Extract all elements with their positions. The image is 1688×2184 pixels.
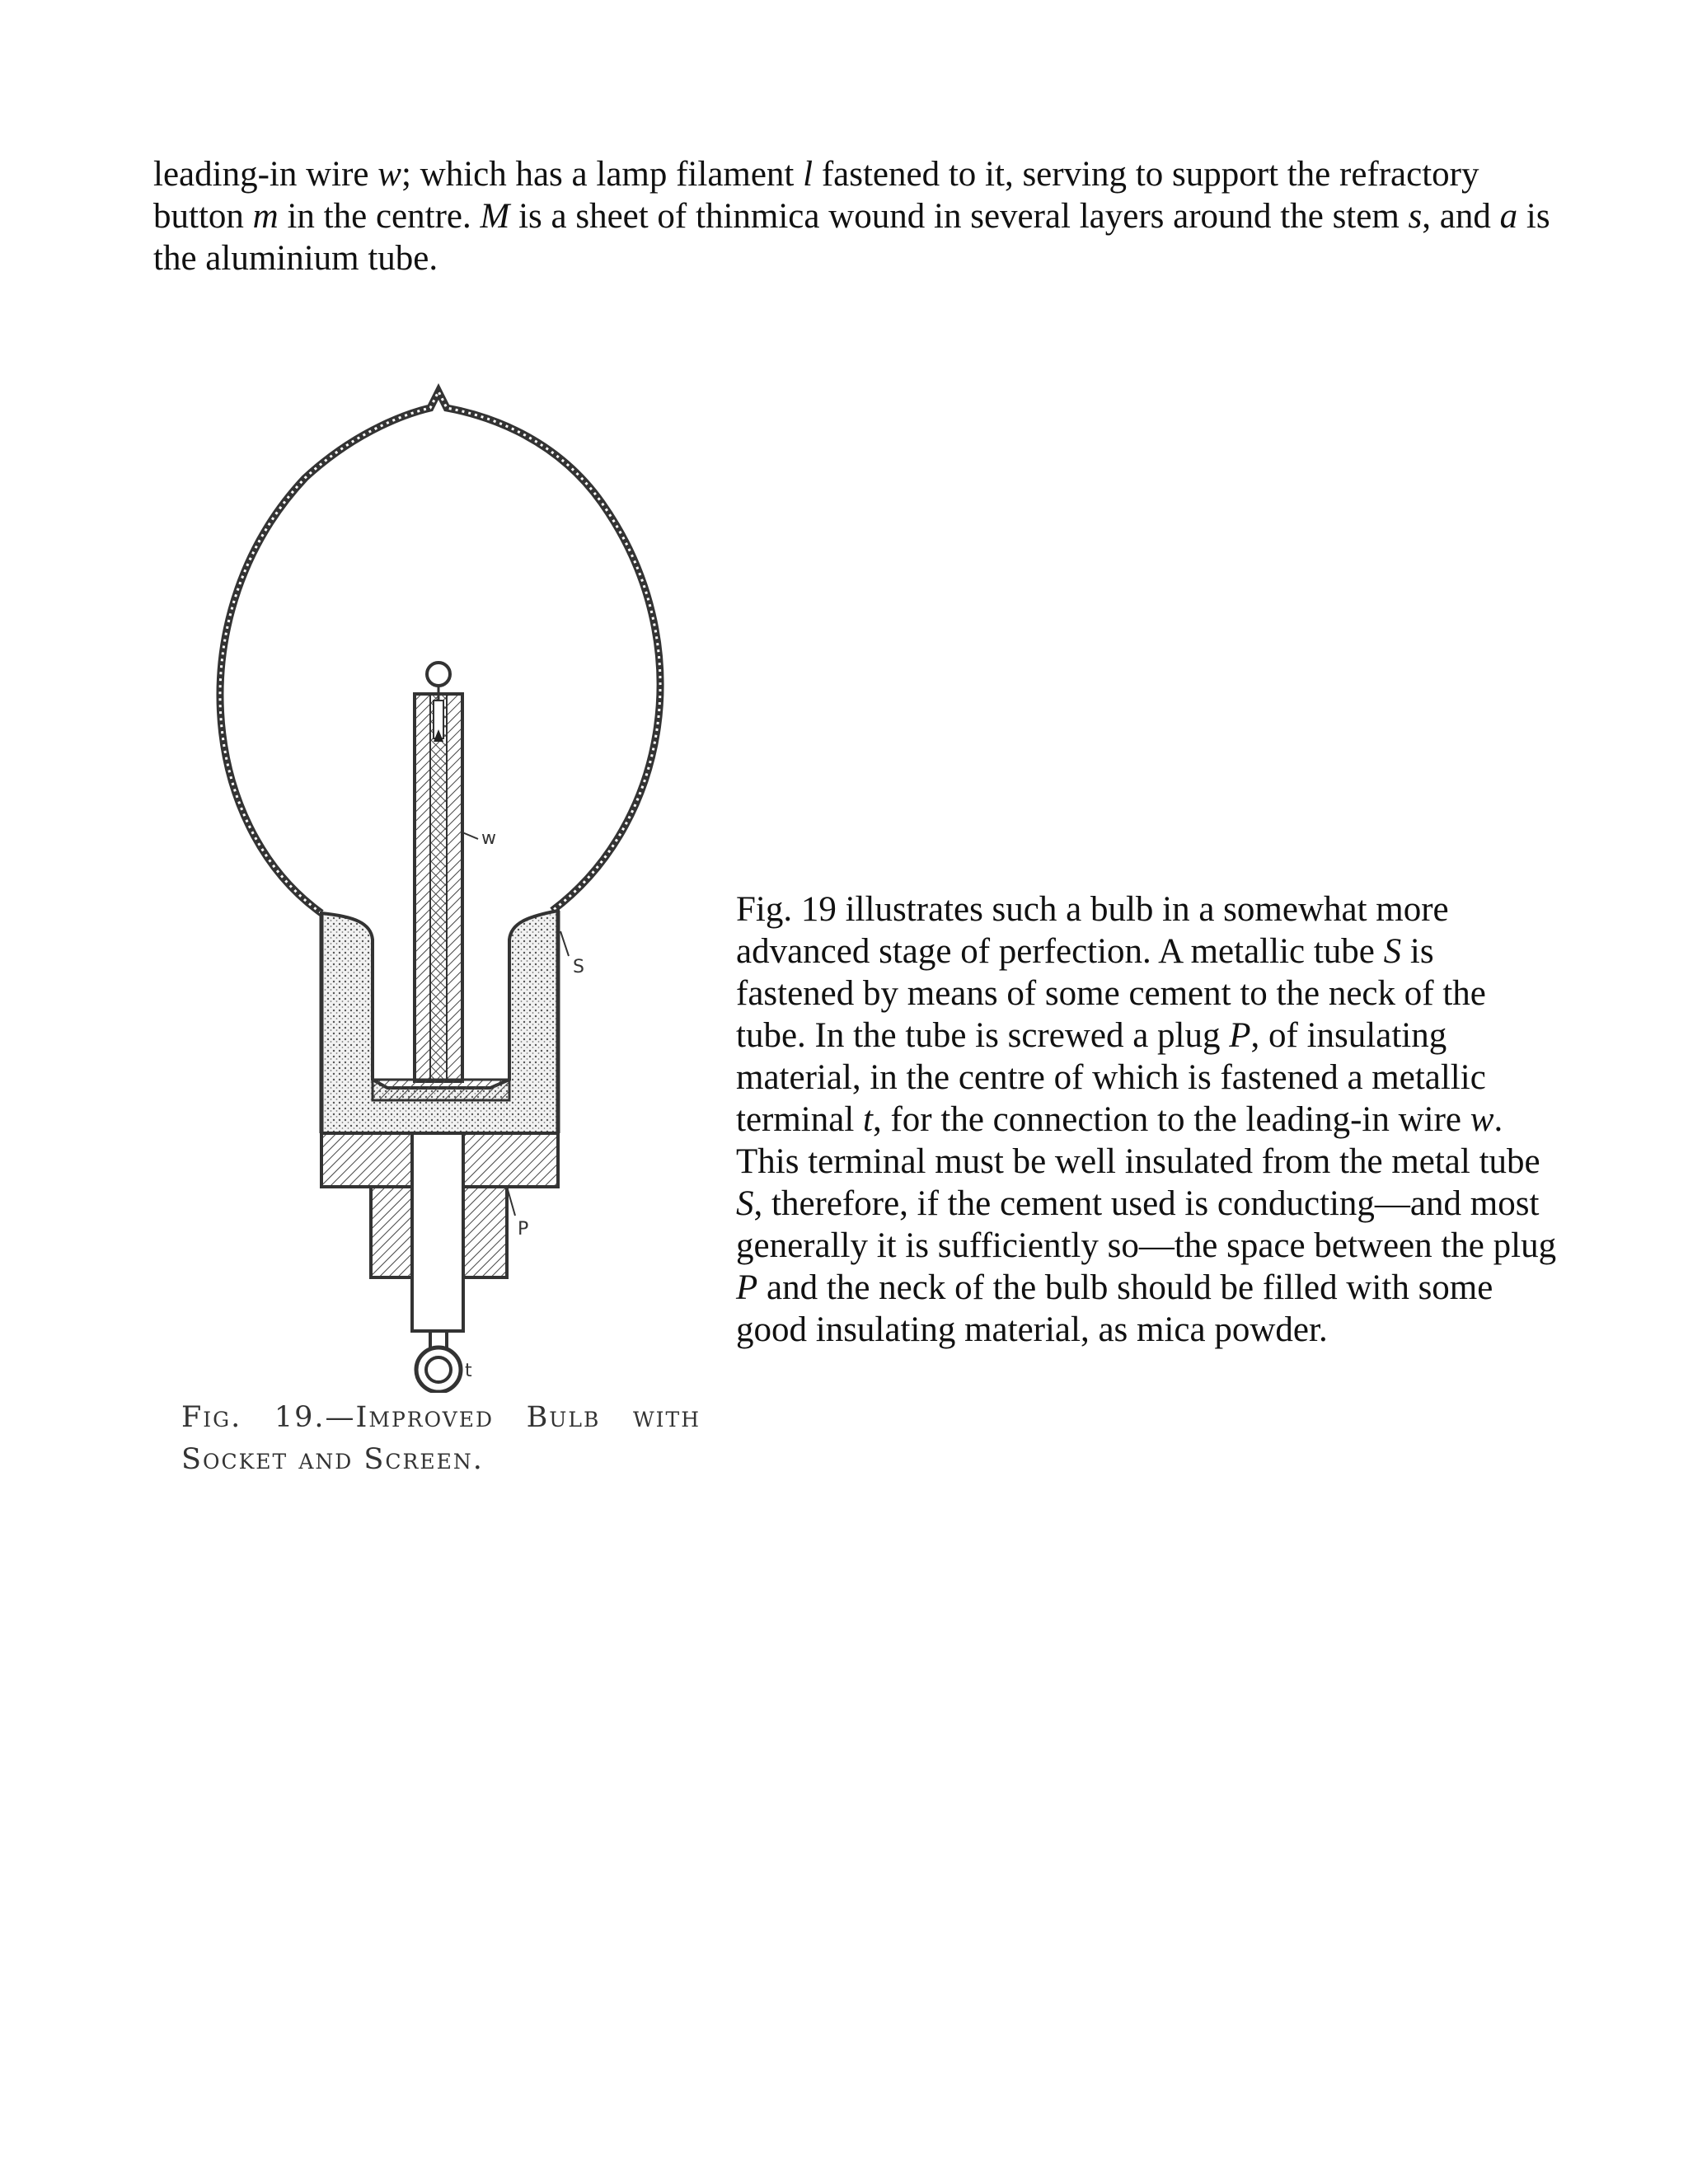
- intro-var-w: w: [377, 155, 401, 194]
- intro-var-s: s: [1408, 197, 1423, 236]
- intro-text: is a sheet of thinmica wound in several layers around the stem: [509, 197, 1409, 236]
- refractory-button: [427, 663, 450, 686]
- intro-paragraph: [153, 153, 1554, 279]
- body-paragraph: [736, 888, 1560, 1351]
- figure-caption: Fig. 19.—Improved Bulb with Socket and Screen.: [181, 1401, 701, 1476]
- intro-text: leading-in wire: [153, 155, 378, 194]
- body-text: , therefore, if the cement used is conducting—and most generally it is sufficiently so—the space between the plug: [736, 1184, 1557, 1265]
- intro-text: is the aluminium tube.: [153, 197, 1550, 278]
- body-var-t: t: [863, 1100, 873, 1139]
- label-w: w: [481, 828, 496, 849]
- body-var-P: P: [1229, 1016, 1251, 1055]
- body-var-S: S: [736, 1184, 754, 1223]
- figure-19: [165, 363, 709, 1476]
- body-text: is fastened by means of some cement to the neck of the tube. In the tube is screwed a plug: [736, 932, 1486, 1055]
- body-var-S: S: [1383, 932, 1402, 971]
- bulb-illustration: [165, 363, 709, 1393]
- intro-var-a: a: [1499, 197, 1518, 236]
- intro-text: , and: [1422, 197, 1500, 236]
- intro-var-M: M: [480, 197, 510, 236]
- body-var-P: P: [736, 1268, 758, 1307]
- intro-var-l: l: [803, 155, 814, 194]
- label-t: t: [465, 1361, 472, 1381]
- intro-text: ; which has a lamp filament: [401, 155, 804, 194]
- body-var-w: w: [1470, 1100, 1494, 1139]
- body-text: , for the connection to the leading-in wire: [872, 1100, 1470, 1139]
- label-S: S: [573, 957, 584, 977]
- intro-var-m: m: [252, 197, 279, 236]
- intro-text: in the centre.: [278, 197, 481, 236]
- body-text: , of insulating material, in the centre of which is fastened a metallic terminal: [736, 1016, 1486, 1139]
- body-text: . This terminal must be well insulated from the metal tube: [736, 1100, 1540, 1181]
- label-P: P: [518, 1219, 529, 1240]
- intro-text: fastened to it, serving to support the refractory button: [153, 155, 1479, 236]
- body-text: Fig. 19 illustrates such a bulb in a somewhat more advanced stage of perfection. A metallic tube: [736, 890, 1449, 971]
- body-text: and the neck of the bulb should be filled with some good insulating material, as mica powder.: [736, 1268, 1493, 1349]
- terminal: [412, 1133, 463, 1331]
